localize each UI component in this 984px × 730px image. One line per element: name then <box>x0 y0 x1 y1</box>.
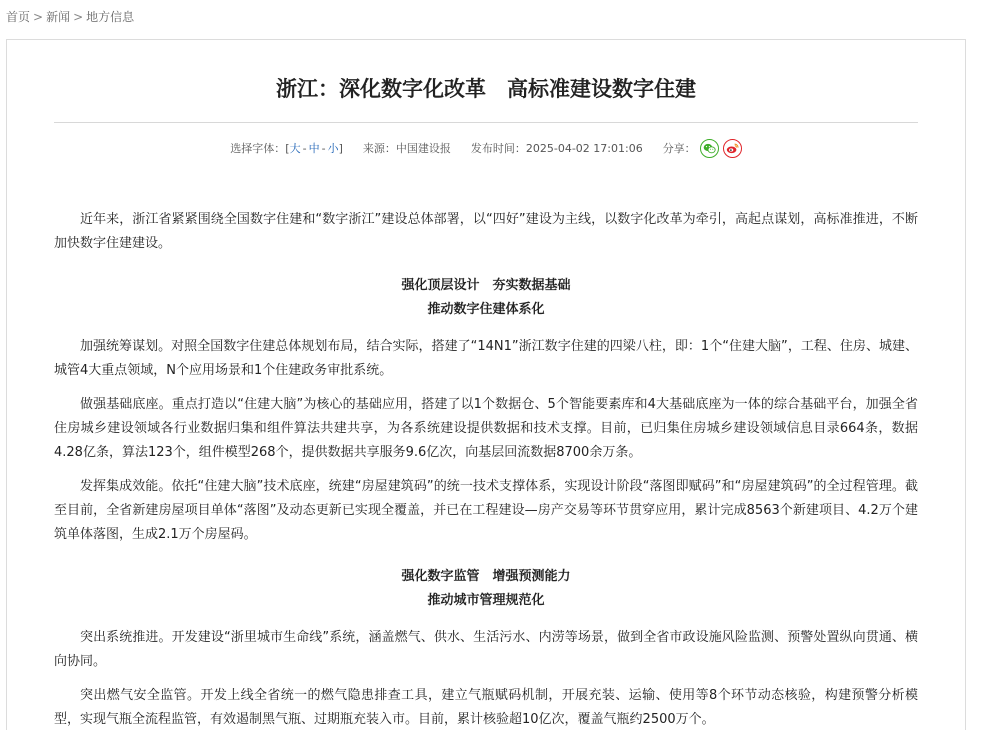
section-heading-line: 推动数字住建体系化 <box>427 302 545 317</box>
breadcrumb-local-info[interactable]: 地方信息 <box>86 10 135 24</box>
article-title: 浙江：深化数字化改革 高标准建设数字住建 <box>276 77 696 101</box>
breadcrumb-home[interactable]: 首页 <box>6 10 31 24</box>
section-heading-line: 推动城市管理规范化 <box>427 593 545 608</box>
publish-time-label: 发布时间： <box>470 142 526 155</box>
font-size-close-bracket: ] <box>338 141 343 155</box>
font-size-dash: - <box>302 141 307 155</box>
paragraph: 近年来，浙江省紧紧围绕全国数字住建和“数字浙江”建设总体部署，以“四好”建设为主线，以数字化改革为牵引，高起点谋划，高标准推进，不断加快数字住建建设。 <box>54 212 918 251</box>
paragraph: 发挥集成效能。依托“住建大脑”技术底座，统建“房屋建筑码”的统一技术支撑体系，实现设计阶段“落图即赋码”和“房屋建筑码”的全过程管理。截至目前，全省新建房屋项目单体“落图”及动态更新已实现全覆盖，并已在工程建设—房产交易等环节贯穿应用，累计完成8563个新建项目、4.2万个建筑单体落图，生成2.1万个房屋码。 <box>54 479 918 542</box>
paragraph: 做强基础底座。重点打造以“住建大脑”为核心的基础应用，搭建了以1个数据仓、5个智能要素库和4大基础底座为一体的综合基础平台，加强全省住房城乡建设领域各行业数据归集和组件算法共建共享，为各系统建设提供数据和技术支撑。目前，已归集住房城乡建设领域信息目录664条，数据4.28亿条，算法123个，组件模型268个，提供数据共享服务9.6亿次，向基层回流数据8700余万条。 <box>54 397 918 460</box>
article-body <box>54 208 918 730</box>
wechat-icon[interactable] <box>700 139 719 158</box>
share-bar <box>663 139 742 158</box>
font-size-small-link[interactable]: 小 <box>327 142 339 155</box>
section-heading-line: 强化数字监管 增强预测能力 <box>401 569 571 584</box>
font-size-medium-link[interactable]: 中 <box>308 142 320 155</box>
source-value: 中国建设报 <box>395 142 451 155</box>
breadcrumb <box>6 8 134 25</box>
weibo-icon[interactable] <box>723 139 742 158</box>
section-heading <box>54 565 918 613</box>
article-container <box>6 39 966 730</box>
breadcrumb-separator: > <box>33 10 44 24</box>
breadcrumb-separator: > <box>73 10 84 24</box>
font-size-selector <box>230 140 343 156</box>
breadcrumb-news[interactable]: 新闻 <box>46 10 71 24</box>
font-size-dash: - <box>321 141 326 155</box>
section-heading-line: 强化顶层设计 夯实数据基础 <box>401 278 571 293</box>
font-size-large-link[interactable]: 大 <box>289 142 301 155</box>
article-meta <box>7 138 965 158</box>
source-info <box>363 140 451 156</box>
paragraph: 突出燃气安全监管。开发上线全省统一的燃气隐患排查工具，建立气瓶赋码机制，开展充装、运输、使用等8个环节动态核验，构建预警分析模型，实现气瓶全流程监管，有效遏制黑气瓶、过期瓶充装入市。目前，累计核验超10亿次，覆盖气瓶约2500万个。 <box>54 688 918 727</box>
publish-time <box>471 140 643 156</box>
section-heading <box>54 274 918 322</box>
font-size-label: 选择字体： <box>230 142 286 155</box>
share-label: 分享： <box>662 142 696 155</box>
source-label: 来源： <box>362 142 396 155</box>
paragraph: 加强统筹谋划。对照全国数字住建总体规划布局，结合实际，搭建了“14N1”浙江数字住建的四梁八柱，即：1个“住建大脑”，工程、住房、城建、城管4大重点领域，N个应用场景和1个住建政务审批系统。 <box>54 339 918 378</box>
title-divider <box>54 122 918 123</box>
font-size-open-bracket: [ <box>285 141 290 155</box>
paragraph: 突出系统推进。开发建设“浙里城市生命线”系统，涵盖燃气、供水、生活污水、内涝等场景，做到全省市政设施风险监测、预警处置纵向贯通、横向协同。 <box>54 630 918 669</box>
publish-time-value: 2025-04-02 17:01:06 <box>525 141 643 155</box>
